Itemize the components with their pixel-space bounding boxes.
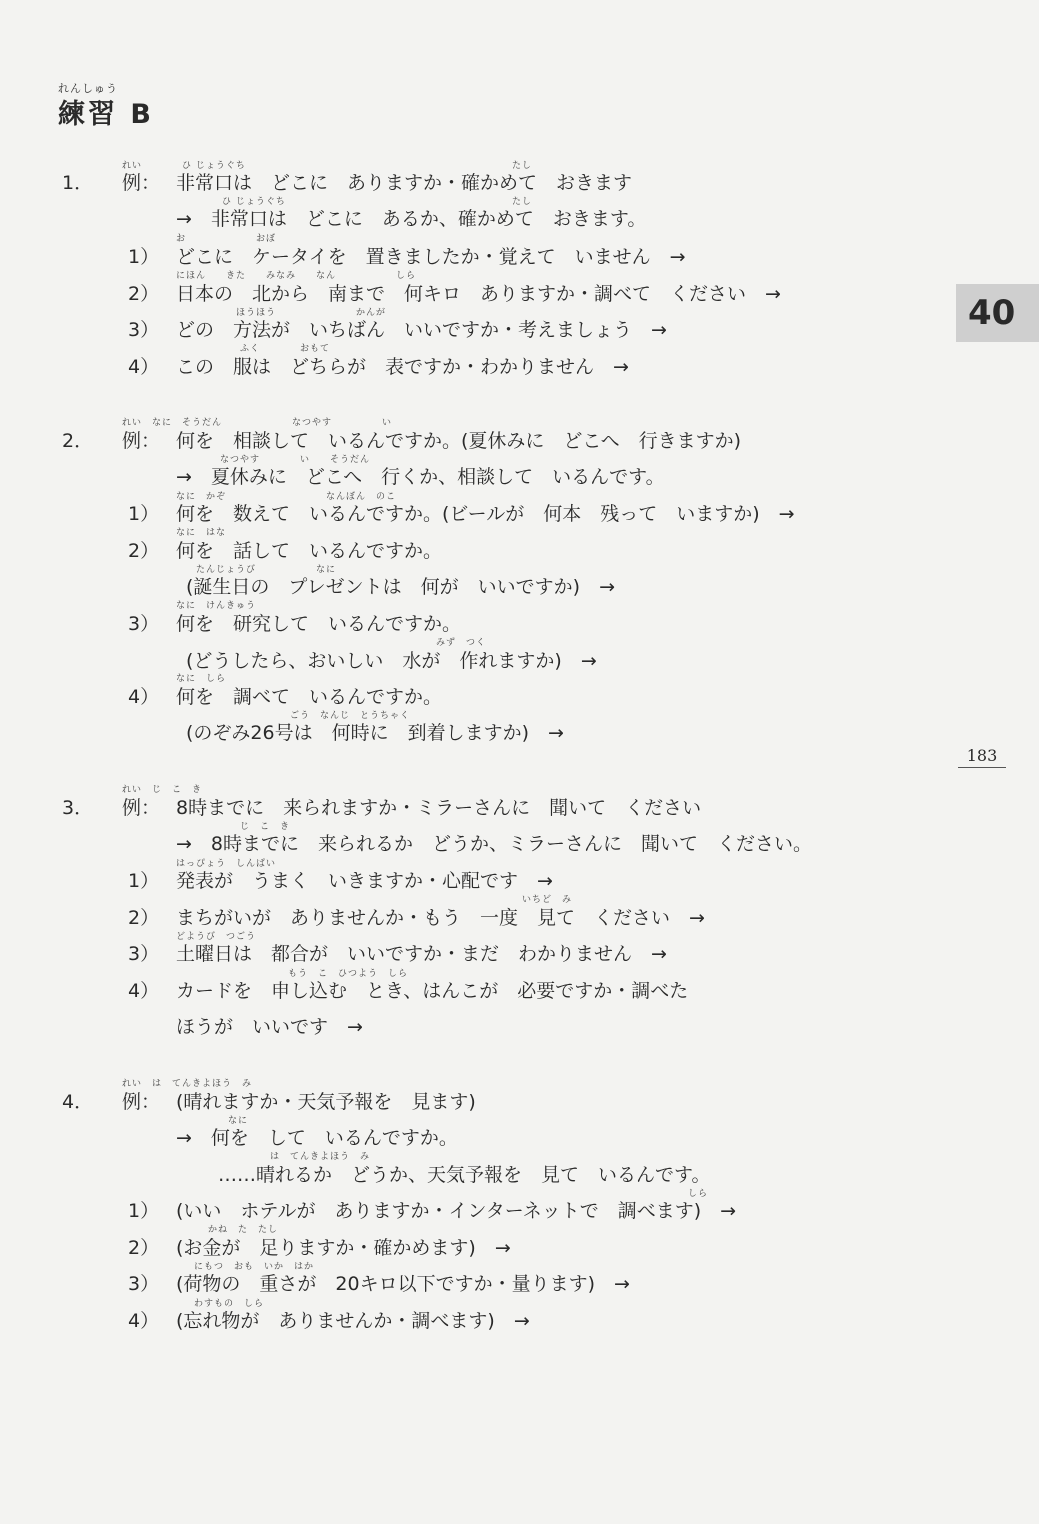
ruby: みず つく — [436, 638, 487, 648]
example-text: 非常口は どこに ありますか・確かめて おきます — [176, 172, 633, 194]
item-text: 何を 研究して いるんですか。 — [176, 613, 462, 635]
section-number: 4． — [62, 1091, 94, 1113]
answer-text: → 非常口は どこに あるか、確かめて おきます。 — [176, 208, 647, 230]
ruby: なに はな — [176, 528, 227, 538]
ruby: なに けんきゅう — [176, 601, 257, 611]
item-label: 3） — [128, 613, 160, 635]
ruby: たし — [512, 161, 533, 171]
item-text: (忘れ物が ありませんか・調べます) → — [176, 1310, 530, 1332]
ruby: ほうほう かんが — [236, 308, 387, 318]
item-text: どの 方法が いちばん いいですか・考えましょう → — [176, 319, 667, 341]
ruby: じ こ き — [240, 822, 291, 832]
item-text: 土曜日は 都合が いいですか・まだ わかりません → — [176, 943, 667, 965]
page-number: 183 — [958, 746, 1006, 768]
example-label: 例： — [122, 430, 161, 452]
example-label: 例： — [122, 1091, 161, 1113]
example-text: (晴れますか・天気予報を 見ます) — [176, 1091, 476, 1113]
item-label: 3） — [128, 1273, 160, 1295]
item-label: 1） — [128, 1200, 160, 1222]
ruby: もう こ ひつよう しら — [288, 969, 409, 979]
item-label: 4） — [128, 356, 160, 378]
example-text: 8時までに 来られますか・ミラーさんに 聞いて ください — [176, 797, 702, 819]
ruby: なに しら — [176, 674, 227, 684]
ruby: お おぼ — [176, 234, 277, 244]
ruby: れい は てんきよほう み — [122, 1079, 253, 1089]
item-label: 2） — [128, 907, 160, 929]
ruby: たし — [512, 197, 533, 207]
answer-text: → 夏休みに どこへ 行くか、相談して いるんです。 — [176, 466, 665, 488]
ruby: ひ じょうぐち — [222, 197, 286, 207]
ruby: ごう なんじ とうちゃく — [290, 711, 411, 721]
ruby: たんじょうび なに — [196, 565, 337, 575]
item-text: (荷物の 重さが 20キロ以下ですか・量ります) → — [176, 1273, 630, 1295]
ruby: なに かぞ なんぼん のこ — [176, 492, 397, 502]
ruby: れい じ こ き — [122, 785, 203, 795]
example-text: 何を 相談して いるんですか。(夏休みに どこへ 行きますか) — [176, 430, 742, 452]
example-label: 例： — [122, 797, 161, 819]
item-text: (どうしたら、おいしい 水が 作れますか) → — [186, 650, 597, 672]
ruby: にほん きた みなみ なん しら — [176, 271, 417, 281]
item-text: この 服は どちらが 表ですか・わかりません → — [176, 356, 629, 378]
item-label: 1） — [128, 246, 160, 268]
ruby: れい なに そうだん なつやす い — [122, 418, 393, 428]
item-text: (いい ホテルが ありますか・インターネットで 調べます) → — [176, 1200, 737, 1222]
item-label: 4） — [128, 1310, 160, 1332]
section-number: 2． — [62, 430, 94, 452]
section-number: 1． — [62, 172, 94, 194]
item-text: (誕生日の プレゼントは 何が いいですか) → — [186, 576, 615, 598]
item-text: 何を 調べて いるんですか。 — [176, 686, 443, 708]
item-label: 3） — [128, 319, 160, 341]
item-text: カードを 申し込む とき、はんこが 必要ですか・調べた — [176, 980, 689, 1002]
example-label: 例： — [122, 172, 161, 194]
ruby: しら — [688, 1189, 709, 1199]
ruby: いちど み — [522, 895, 573, 905]
item-label: 2） — [128, 283, 160, 305]
page-title: 練習 B — [58, 99, 154, 130]
ruby: なに — [228, 1116, 249, 1126]
item-label: 4） — [128, 686, 160, 708]
ruby: れい — [122, 161, 143, 171]
answer-text: ……晴れるか どうか、天気予報を 見て いるんです。 — [218, 1164, 711, 1186]
item-label: 1） — [128, 870, 160, 892]
item-text: 発表が うまく いきますか・心配です → — [176, 870, 553, 892]
ruby: にもつ おも いか はか — [194, 1262, 315, 1272]
ruby: ひ じょうぐち — [182, 161, 246, 171]
chapter-tab: 40 — [956, 284, 1039, 342]
section-number: 3． — [62, 797, 94, 819]
item-label: 2） — [128, 1237, 160, 1259]
answer-text: → 8時までに 来られるか どうか、ミラーさんに 聞いて ください。 — [176, 833, 813, 855]
item-label: 1） — [128, 503, 160, 525]
item-text: まちがいが ありませんか・もう 一度 見て ください → — [176, 907, 705, 929]
ruby: は てんきよほう み — [270, 1152, 371, 1162]
ruby: どようび つごう — [176, 932, 257, 942]
item-text: (お金が 足りますか・確かめます) → — [176, 1237, 511, 1259]
item-text: ほうが いいです → — [176, 1016, 363, 1038]
item-text: 日本の 北から 南まで 何キロ ありますか・調べて ください → — [176, 283, 781, 305]
item-text: (のぞみ26号は 何時に 到着しますか) → — [186, 722, 564, 744]
item-text: どこに ケータイを 置きましたか・覚えて いません → — [176, 246, 686, 268]
item-label: 2） — [128, 540, 160, 562]
answer-text: → 何を して いるんですか。 — [176, 1127, 458, 1149]
item-text: 何を 話して いるんですか。 — [176, 540, 443, 562]
item-text: 何を 数えて いるんですか。(ビールが 何本 残って いますか) → — [176, 503, 795, 525]
ruby: ふく おもて — [240, 344, 331, 354]
ruby: はっぴょう しんぱい — [176, 859, 277, 869]
ruby: なつやす い そうだん — [220, 455, 371, 465]
ruby: かね た たし — [208, 1225, 279, 1235]
title-ruby: れんしゅう — [58, 82, 118, 95]
item-label: 4） — [128, 980, 160, 1002]
ruby: わすもの しら — [194, 1299, 265, 1309]
item-label: 3） — [128, 943, 160, 965]
